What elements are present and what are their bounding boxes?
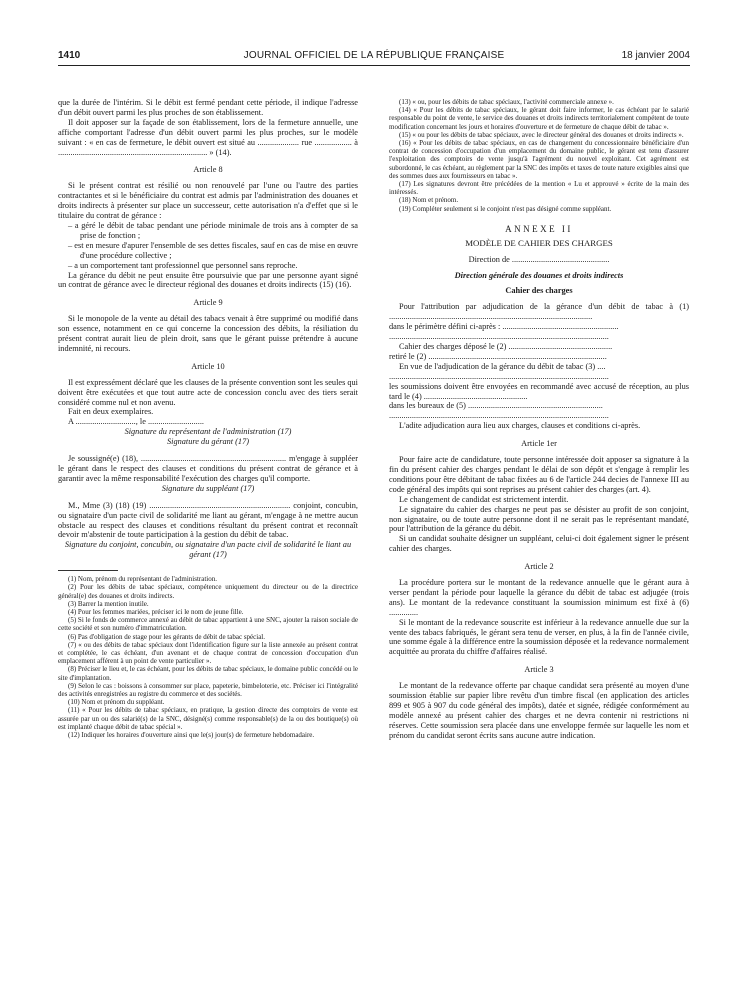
- article-10-title: Article 10: [191, 361, 225, 371]
- paragraph: Pour faire acte de candidature, toute personne intéressée doit apposer sa signature à la fin du présent cahier des charges pendant le délai de son dépôt et s'engage à remplir les conditions pour être débitant de tabac fixées au 6 de l'article 244 decies de l'annexe III au code général des impôts qui sont reprises au présent cahier des charges (art. 4).: [389, 455, 689, 494]
- paragraph: Cahier des charges déposé le (2) ..................................................: [399, 342, 613, 351]
- list-item: – a un comportement tant professionnel que personnel sans reproche.: [68, 260, 298, 270]
- header-rule: [58, 65, 690, 66]
- signature-line: Signature du gérant (17): [167, 437, 249, 447]
- left-column: [58, 98, 358, 739]
- signature-line: Signature du représentant de l'administration (17): [124, 427, 292, 437]
- paragraph: Il est expressément déclaré que les clauses de la présente convention sont les seules qui doivent être exécutées et que tout autre acte de concession conclu avec des tiers serait considéré comme nul et non avenu.: [58, 377, 358, 407]
- footnote: (6) Pas d'obligation de stage pour les gérants de débit de tabac spécial.: [68, 632, 266, 641]
- signature-line: Signature du conjoint, concubin, ou signataire d'un pacte civil de solidarité le liant au gérant (17): [64, 540, 352, 560]
- dgdi-heading: Direction générale des douanes et droits indirects: [454, 270, 624, 280]
- footnote: (18) Nom et prénom.: [399, 196, 459, 205]
- journal-title: JOURNAL OFFICIEL DE LA RÉPUBLIQUE FRANÇAISE: [243, 50, 505, 61]
- model-title: MODÈLE DE CAHIER DES CHARGES: [465, 237, 613, 248]
- footnote: (10) Nom et prénom du suppléant.: [68, 698, 165, 707]
- annexe-title: ANNEXE II: [505, 223, 573, 234]
- paragraph: dans les bureaux de (5) .................................................................: [389, 401, 603, 411]
- list-item: – a géré le débit de tabac pendant une période minimale de trois ans à compter de sa prise de fonction ;: [68, 220, 358, 240]
- footnote: (16) « Pour les débits de tabac spéciaux, en cas de changement du concessionnaire bénéficiaire d'un contrat de concession d'occupation d'un emplacement du domaine public, le gérant est tenu d'assurer l'exploitation des comptoirs de vente jusqu'à l'agrément du nouvel exploitant. Cet agrément est subordonné, le cas échéant, au règlement par la SNC des impôts et taxes de toute nature exigibles ainsi que des sommes dues aux fournisseurs en tabac ».: [389, 139, 689, 180]
- footnote: (15) « ou pour les débits de tabac spéciaux, avec le directeur général des douanes et droits indirects ».: [399, 130, 684, 139]
- paragraph: les soumissions doivent être envoyées en recommandé avec accusé de réception, au plus tard le (4) ..................................................: [389, 381, 689, 401]
- article-3-title: Article 3: [524, 665, 554, 675]
- page-header: [58, 50, 690, 64]
- paragraph: Si le présent contrat est résilié ou non renouvelé par l'une ou l'autre des parties contractantes et si le bénéficiaire du contrat est admis par l'administration des douanes et droits indirects à présenter sur place un successeur, cette autorisation n'a d'effet que si le titulaire du contrat de gérance :: [58, 181, 358, 221]
- paragraph: Si le monopole de la vente au détail des tabacs venait à être supprimé ou modifié dans son essence, notamment en ce qui concerne la concession des débits, la résiliation du présent contrat aurait lieu de plein droit, sans que le gérant puisse prétendre à aucune indemnité, ni recours.: [58, 314, 358, 353]
- paragraph: Le changement de candidat est strictement interdit.: [399, 494, 569, 504]
- direction-line: Direction de ...............................................: [468, 254, 610, 264]
- article-8-title: Article 8: [193, 165, 223, 175]
- paragraph: Le signataire du cahier des charges ne peut pas se désister au profit de son conjoint, non signataire, ou de toute autre personne dont il ne serait pas le représentant mandaté, pour l'attribution de la gérance du débit.: [389, 504, 689, 534]
- paragraph: L'adite adjudication aura lieu aux charges, clauses et conditions ci-après.: [399, 421, 641, 431]
- footnote: (3) Barrer la mention inutile.: [68, 599, 149, 608]
- paragraph: M., Mme (3) (18) (19) .................................................................... conjoint, concubin, ou signataire d'un pacte civil de solidarité me liant au gérant, m'engage à ne mettre aucun obstacle au respect des clauses et conditions résultant du présent contrat et reconnaît devoir m'abstenir de toute participation à la gestion du débit de tabac.: [58, 500, 358, 540]
- paragraph: Le montant de la redevance offerte par chaque candidat sera présenté au moyen d'une soumission établie sur papier libre revêtu d'un timbre fiscal (en application des articles 899 et 905 à 907 du code général des impôts), datée et signée, rédigée conformément au modèle annexé au présent cahier des charges et ne devra contenir ni restrictions ni réserves. Cette soumission sera placée dans une enveloppe fermée sur laquelle les nom et prénom du candidat seront écrits sans aucune autre indication.: [389, 681, 689, 740]
- article-2-title: Article 2: [524, 562, 554, 572]
- page-number: 1410: [58, 50, 81, 61]
- article-1-title: Article 1er: [521, 439, 557, 449]
- footnote: (2) Pour les débits de tabac spéciaux, compétence uniquement du directeur ou de la directrice général(e) des douanes et droits indirects.: [58, 583, 358, 600]
- list-item: – est en mesure d'apurer l'ensemble de ses dettes fiscales, sauf en cas de mise en œuvre d'une procédure collective ;: [68, 240, 358, 260]
- paragraph: La gérance du débit ne peut ensuite être poursuivie que par une personne ayant signé un contrat de gérance avec le directeur régional des douanes et droits indirects (15) (16).: [58, 270, 358, 290]
- paragraph: dans le périmètre défini ci-après : ........................................................: [389, 322, 619, 332]
- footnote: (17) Les signatures devront être précédées de la mention « Lu et approuvé » écrite de la main des intéressés.: [389, 180, 689, 197]
- paragraph: Si le montant de la redevance souscrite est inférieur à la redevance annuelle due sur la vente des tabacs fabriqués, le gérant sera tenu de verser, en plus, à la fin de l'année civile, une somme égale à la différence entre la soumission déposée et la redevance normalement acquittée au prorata du chiffre d'affaires réalisé.: [389, 617, 689, 657]
- paragraph: Fait en deux exemplaires.: [68, 407, 154, 417]
- footnote: (19) Compléter seulement si le conjoint n'est pas désigné comme suppléant.: [399, 204, 612, 213]
- paragraph: A ............................., le ...........................: [68, 417, 204, 427]
- paragraph: que la durée de l'intérim. Si le débit est fermé pendant cette période, il indique l'adresse d'un débit ouvert parmi les plus proches de son établissement.: [58, 98, 358, 117]
- footnote: (13) « ou, pour les débits de tabac spéciaux, l'activité commerciale annexe ».: [399, 98, 614, 106]
- paragraph: Pour l'attribution par adjudication de la gérance d'un débit de tabac à (1) ..................................................................................................: [389, 302, 689, 322]
- paragraph: La procédure portera sur le montant de la redevance annuelle que le gérant aura à verser pendant la période pour laquelle la gérance du débit de tabac est adjugée (trois ans). Le montant de la redevance constituant la soumission minimum est fixé à (6) ..............: [389, 578, 689, 617]
- paragraph: Je soussigné(e) (18), ...................................................................... m'engage à suppléer le gérant dans le respect des clauses et conditions du présent contrat de gérance et à garantir avec la même responsabilité l'exécution des charges qu'il comporte.: [58, 454, 358, 483]
- footnote: (1) Nom, prénom du représentant de l'administration.: [68, 575, 217, 584]
- signature-line: Signature du suppléant (17): [161, 483, 255, 493]
- article-9-title: Article 9: [193, 298, 223, 308]
- footnote: (7) « ou des débits de tabac spéciaux dont l'identification figure sur la liste annexée au présent contrat et complétée, le cas échéant, d'un avenant et de chaque contrat de concession d'occupation d'un emplacement afférent à un point de vente particulier ».: [58, 640, 358, 666]
- footnote-rule: [58, 570, 118, 571]
- right-column: [389, 98, 689, 741]
- paragraph: Si un candidat souhaite désigner un suppléant, celui-ci doit également signer le présent cahier des charges.: [389, 534, 689, 554]
- footnote: (5) Si le fonds de commerce annexé au débit de tabac appartient à une SNC, ajouter la raison sociale de cette société et son numéro d'immatriculation.: [58, 616, 358, 633]
- footnote: (8) Préciser le lieu et, le cas échéant, pour les débits de tabac spéciaux, le domaine public concédé ou le site d'implantation.: [58, 665, 358, 682]
- footnote: (14) « Pour les débits de tabac spéciaux, le gérant doit faire informer, le cas échéant par le salarié responsable du point de vente, le service des douanes et droits indirects territorialement compétent de toute modification concernant les jours et horaires d'ouverture et de fermeture de chaque débit de tabac ».: [389, 106, 689, 131]
- paragraph: En vue de l'adjudication de la gérance du débit de tabac (3) ....: [399, 361, 606, 371]
- footnote: (9) Selon le cas : boissons à consommer sur place, papeterie, bimbeloterie, etc. Préciser ici l'intégralité des activités enregistrées au registre du commerce et des sociétés.: [58, 681, 358, 698]
- cahier-heading: Cahier des charges: [505, 286, 573, 296]
- paragraph: ..........................................................................................................: [389, 332, 609, 342]
- footnote: (11) « Pour les débits de tabac spéciaux, en pratique, la gestion directe des comptoirs de vente est assurée par un ou des salarié(s) de la SNC, désigné(s) comme responsable(s) de la ou des boutique(s) où est implanté chaque débit de tabac spécial ».: [58, 706, 358, 731]
- paragraph: retiré le (2) ......................................................................................: [389, 351, 607, 361]
- publication-date: 18 janvier 2004: [621, 50, 690, 61]
- paragraph: ..........................................................................................................: [389, 411, 609, 421]
- paragraph: Il doit apposer sur la façade de son établissement, lors de la fermeture annuelle, une affiche comportant l'adresse d'un débit ouvert parmi les plus proches, sur le modèle suivant : « en cas de fermeture, le débit ouvert est situé au .................... rue .................. à ........................................................................ » (14).: [58, 117, 358, 157]
- footnote: (4) Pour les femmes mariées, préciser ici le nom de jeune fille.: [68, 607, 244, 616]
- paragraph: ..........................................................................................................: [389, 371, 609, 381]
- footnote: (12) Indiquer les horaires d'ouverture ainsi que le(s) jour(s) de fermeture hebdomadaire.: [68, 731, 315, 740]
